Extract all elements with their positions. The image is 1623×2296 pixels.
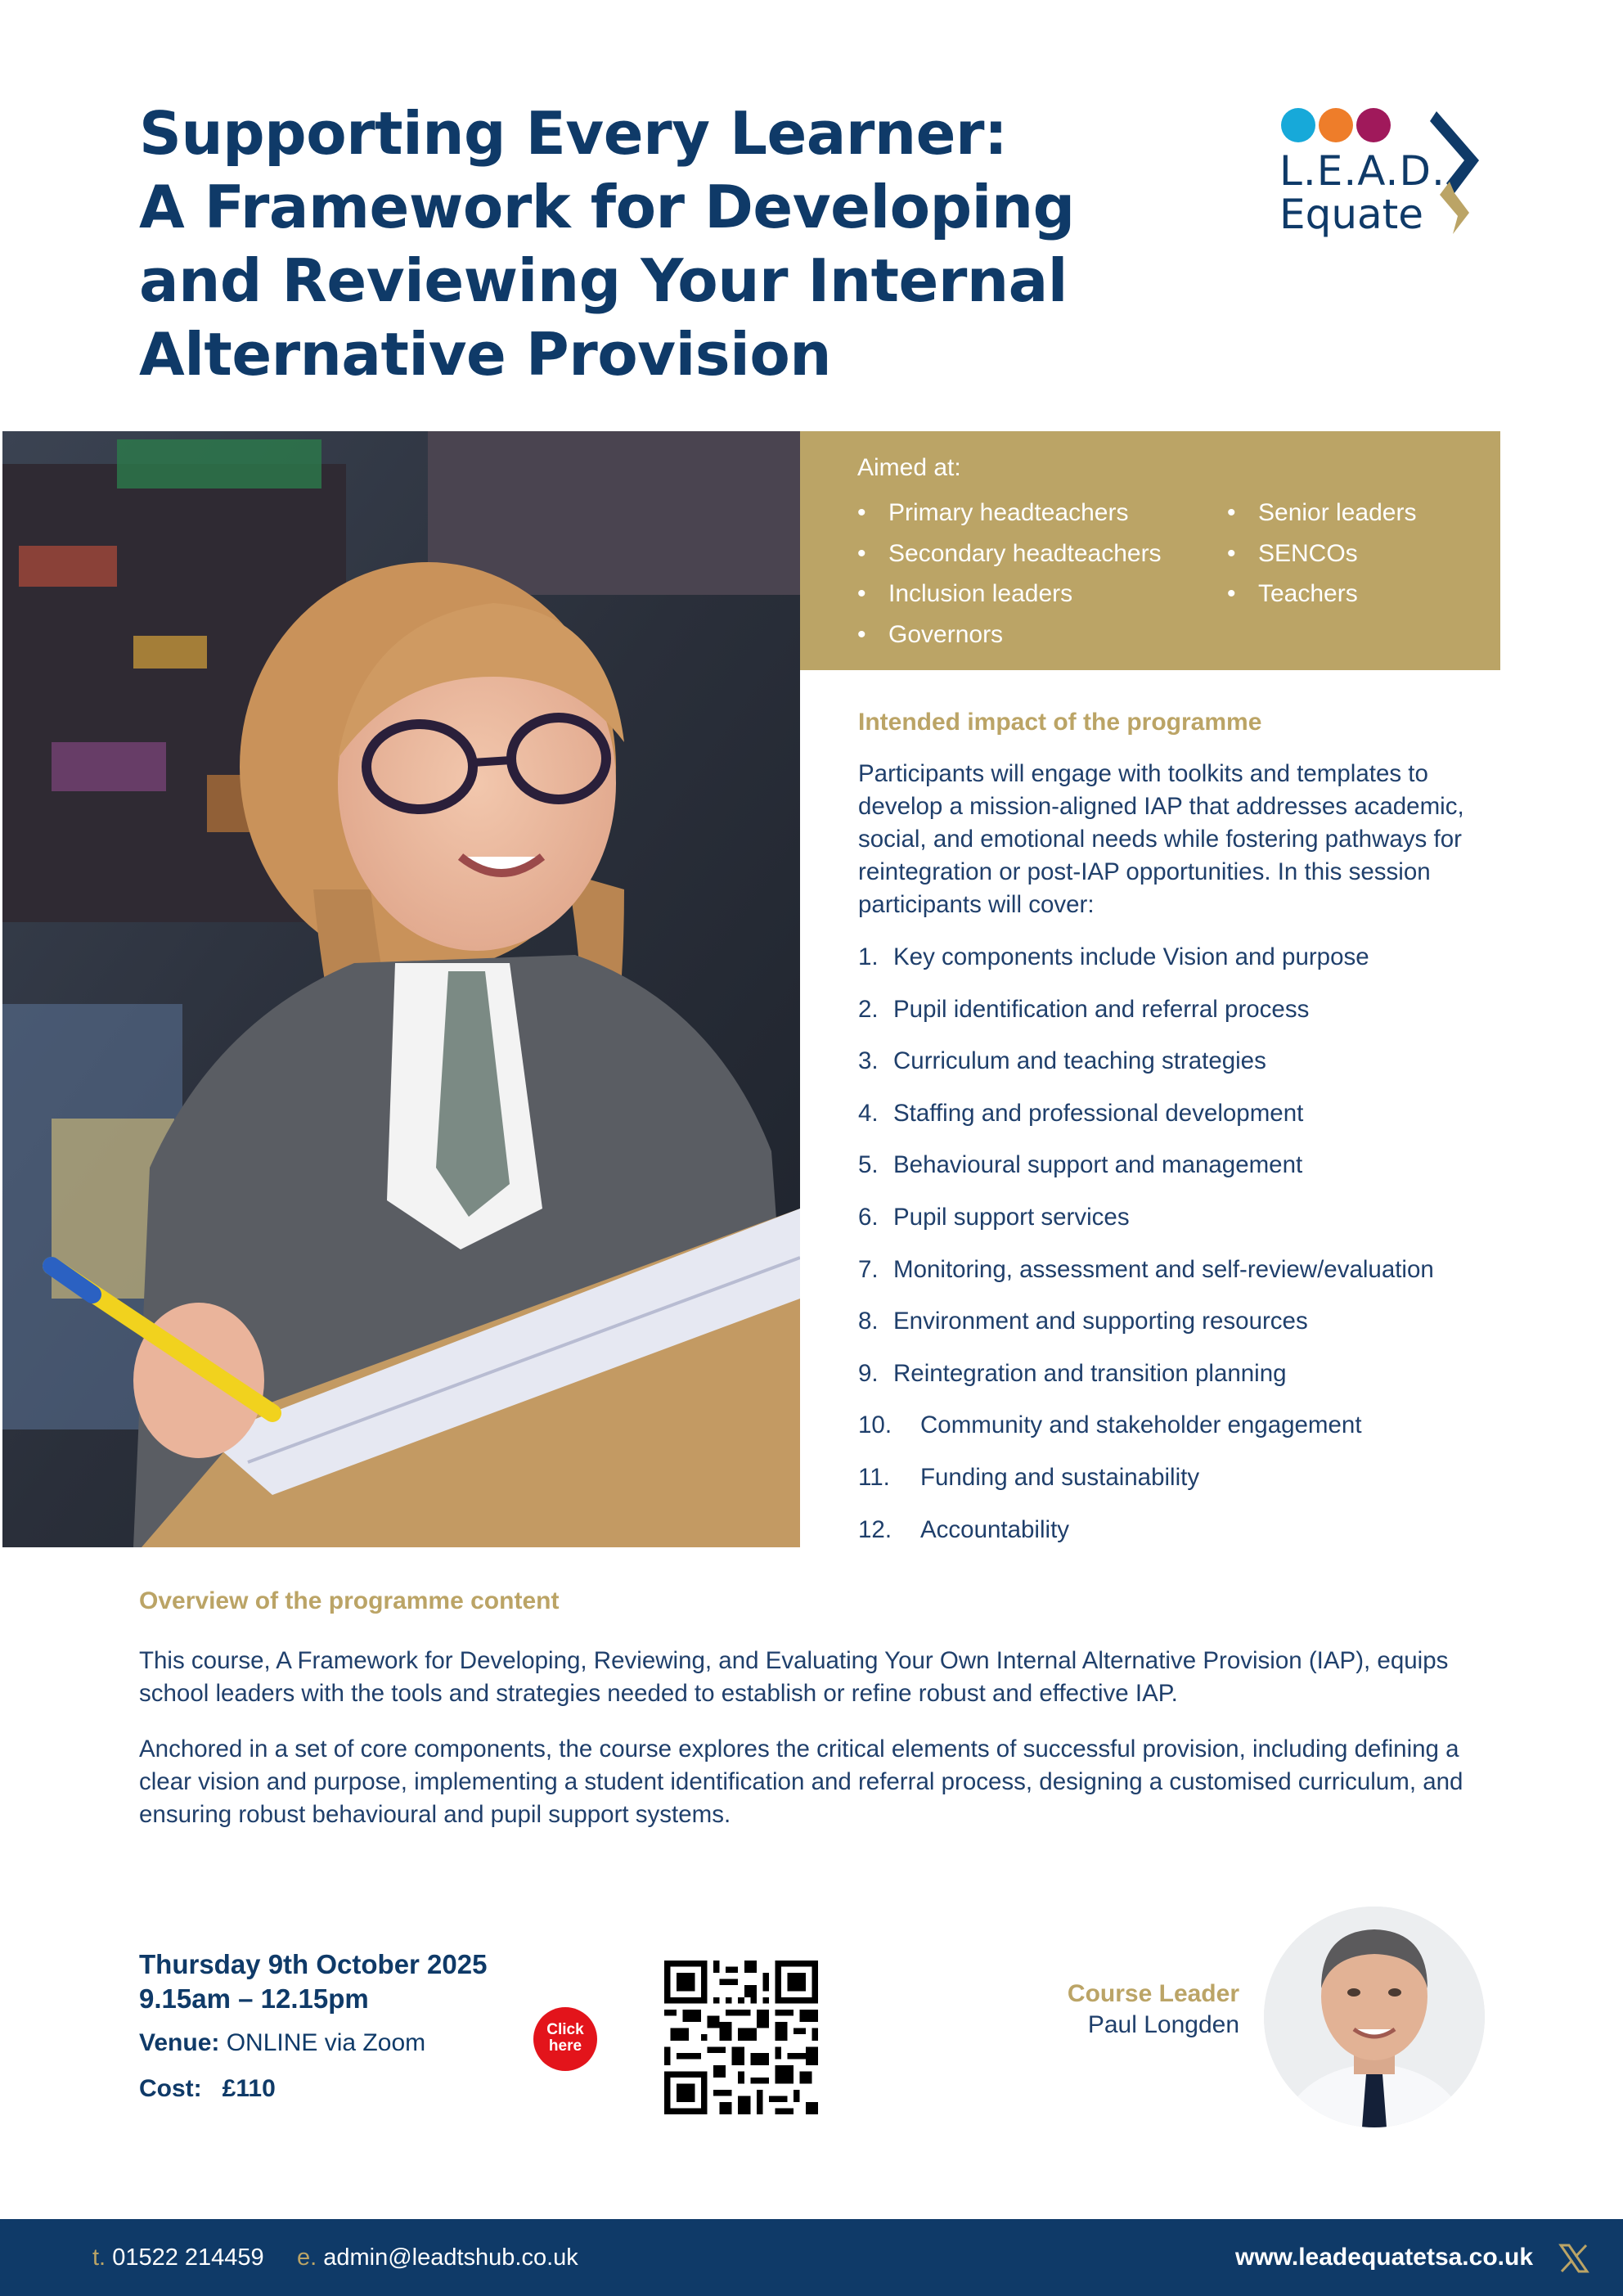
cost-label: Cost: xyxy=(139,2075,202,2102)
audience-list-2 xyxy=(1227,493,1416,615)
overview-paragraph-2: Anchored in a set of core components, the course explores the critical elements of successful provision, including defining a clear vision and purpose, implementing a student identification and referral process, designing a customised curriculum, and ensuring robust behavioural and pupil support systems. xyxy=(139,1736,1463,1828)
audience-item: • Governors xyxy=(857,615,1162,655)
list-item xyxy=(858,1254,1434,1306)
list-text: Reintegration and transition planning xyxy=(893,1359,1287,1387)
logo-dot-orange xyxy=(1319,108,1353,142)
title-line-4: Alternative Provision xyxy=(139,320,832,389)
list-item xyxy=(858,1409,1434,1461)
venue-label: Venue: xyxy=(139,2029,220,2056)
logo-text-equate: Equate xyxy=(1279,191,1424,238)
list-number: 8. xyxy=(858,1308,879,1335)
aimed-at-panel xyxy=(800,431,1500,670)
phone-label: t. xyxy=(92,2244,106,2271)
audience-item: • Secondary headteachers xyxy=(857,533,1162,574)
list-item xyxy=(858,1045,1434,1097)
title-line-3: and Reviewing Your Internal xyxy=(139,246,1068,315)
list-item xyxy=(858,1149,1434,1201)
logo-dots xyxy=(1281,108,1394,146)
event-time: 9.15am – 12.15pm xyxy=(139,1983,369,2014)
cost-value: £110 xyxy=(222,2075,276,2102)
list-item xyxy=(858,1357,1434,1410)
audience-item: • Teachers xyxy=(1227,574,1416,615)
logo-ribbon-mark xyxy=(1422,111,1487,242)
footer-bar xyxy=(0,2219,1623,2296)
email-label: e. xyxy=(296,2244,317,2271)
event-venue xyxy=(139,2029,425,2057)
logo-dot-magenta xyxy=(1356,108,1391,142)
course-leader xyxy=(1006,1980,1239,2039)
list-text: Accountability xyxy=(920,1515,1070,1543)
website-link[interactable]: www.leadequatetsa.co.uk xyxy=(1235,2244,1533,2271)
list-number: 3. xyxy=(858,1047,879,1075)
list-text: Curriculum and teaching strategies xyxy=(893,1047,1266,1075)
list-text: Funding and sustainability xyxy=(920,1463,1200,1491)
page-title xyxy=(139,97,1121,391)
x-twitter-icon[interactable] xyxy=(1558,2242,1590,2275)
aimed-at-label: Aimed at: xyxy=(857,454,961,481)
list-item xyxy=(858,1305,1434,1357)
list-text: Behavioural support and management xyxy=(893,1151,1303,1179)
list-number: 1. xyxy=(858,943,879,970)
list-number: 6. xyxy=(858,1203,879,1231)
course-leader-photo xyxy=(1264,1907,1485,2127)
list-number: 2. xyxy=(858,995,879,1023)
event-details xyxy=(139,1947,488,2102)
venue-value: ONLINE via Zoom xyxy=(226,2029,426,2056)
title-line-2: A Framework for Developing xyxy=(139,173,1075,241)
list-number: 11. xyxy=(858,1463,890,1491)
list-text: Monitoring, assessment and self-review/evaluation xyxy=(893,1255,1434,1283)
impact-paragraph: Participants will engage with toolkits and templates to develop a mission-aligned IAP that addresses academic, social, and emotional needs while fostering pathways for reintegration or post-IAP opportunities. In this session participants will cover: xyxy=(858,760,1464,918)
list-number: 9. xyxy=(858,1359,879,1387)
audience-item: • SENCOs xyxy=(1227,533,1416,574)
email-link[interactable]: admin@leadtshub.co.uk xyxy=(323,2244,578,2271)
avatar xyxy=(1264,1907,1485,2127)
overview-heading: Overview of the programme content xyxy=(139,1587,560,1614)
photo-illustration xyxy=(2,431,800,1547)
list-item xyxy=(858,993,1434,1046)
list-number: 5. xyxy=(858,1151,879,1179)
lead-equate-logo xyxy=(1276,105,1489,244)
audience-item: • Inclusion leaders xyxy=(857,574,1162,615)
click-here-button[interactable] xyxy=(533,2007,597,2071)
list-number: 12. xyxy=(858,1515,892,1543)
list-item xyxy=(858,1097,1434,1150)
list-number: 4. xyxy=(858,1099,879,1127)
footer-contact xyxy=(92,2219,578,2296)
course-leader-name: Paul Longden xyxy=(1087,2011,1239,2038)
list-item xyxy=(858,1201,1434,1254)
title-line-1: Supporting Every Learner: xyxy=(139,99,1008,168)
list-item xyxy=(858,1461,1434,1514)
list-text: Key components include Vision and purpose xyxy=(893,943,1369,970)
audience-item: • Primary headteachers xyxy=(857,493,1162,533)
logo-text-lead: L.E.A.D. xyxy=(1279,147,1445,195)
course-leader-role: Course Leader xyxy=(1067,1980,1239,2007)
overview-paragraph-1: This course, A Framework for Developing, Reviewing, and Evaluating Your Own Internal Alternative Provision (IAP), equips school leaders with the tools and strategies needed to establish or refine robust and effective IAP. xyxy=(139,1647,1449,1707)
impact-heading: Intended impact of the programme xyxy=(858,709,1262,736)
list-text: Staffing and professional development xyxy=(893,1099,1304,1127)
list-number: 7. xyxy=(858,1255,879,1283)
student-writing-photo xyxy=(2,431,800,1547)
list-text: Community and stakeholder engagement xyxy=(920,1411,1362,1439)
audience-item: • Senior leaders xyxy=(1227,493,1416,533)
click-here-line-1: Click xyxy=(546,2021,584,2038)
list-number: 10. xyxy=(858,1411,892,1439)
phone-number[interactable]: 01522 214459 xyxy=(112,2244,264,2271)
coverage-list xyxy=(858,941,1434,1565)
list-text: Pupil support services xyxy=(893,1203,1130,1231)
event-date: Thursday 9th October 2025 xyxy=(139,1949,488,1979)
list-item xyxy=(858,941,1434,993)
qr-code[interactable] xyxy=(664,1961,818,2114)
list-text: Pupil identification and referral process xyxy=(893,995,1310,1023)
logo-dot-blue xyxy=(1281,108,1315,142)
audience-list-1 xyxy=(857,493,1162,655)
click-here-line-2: here xyxy=(548,2037,582,2055)
list-item xyxy=(858,1514,1434,1566)
list-text: Environment and supporting resources xyxy=(893,1308,1308,1335)
event-cost xyxy=(139,2075,276,2103)
